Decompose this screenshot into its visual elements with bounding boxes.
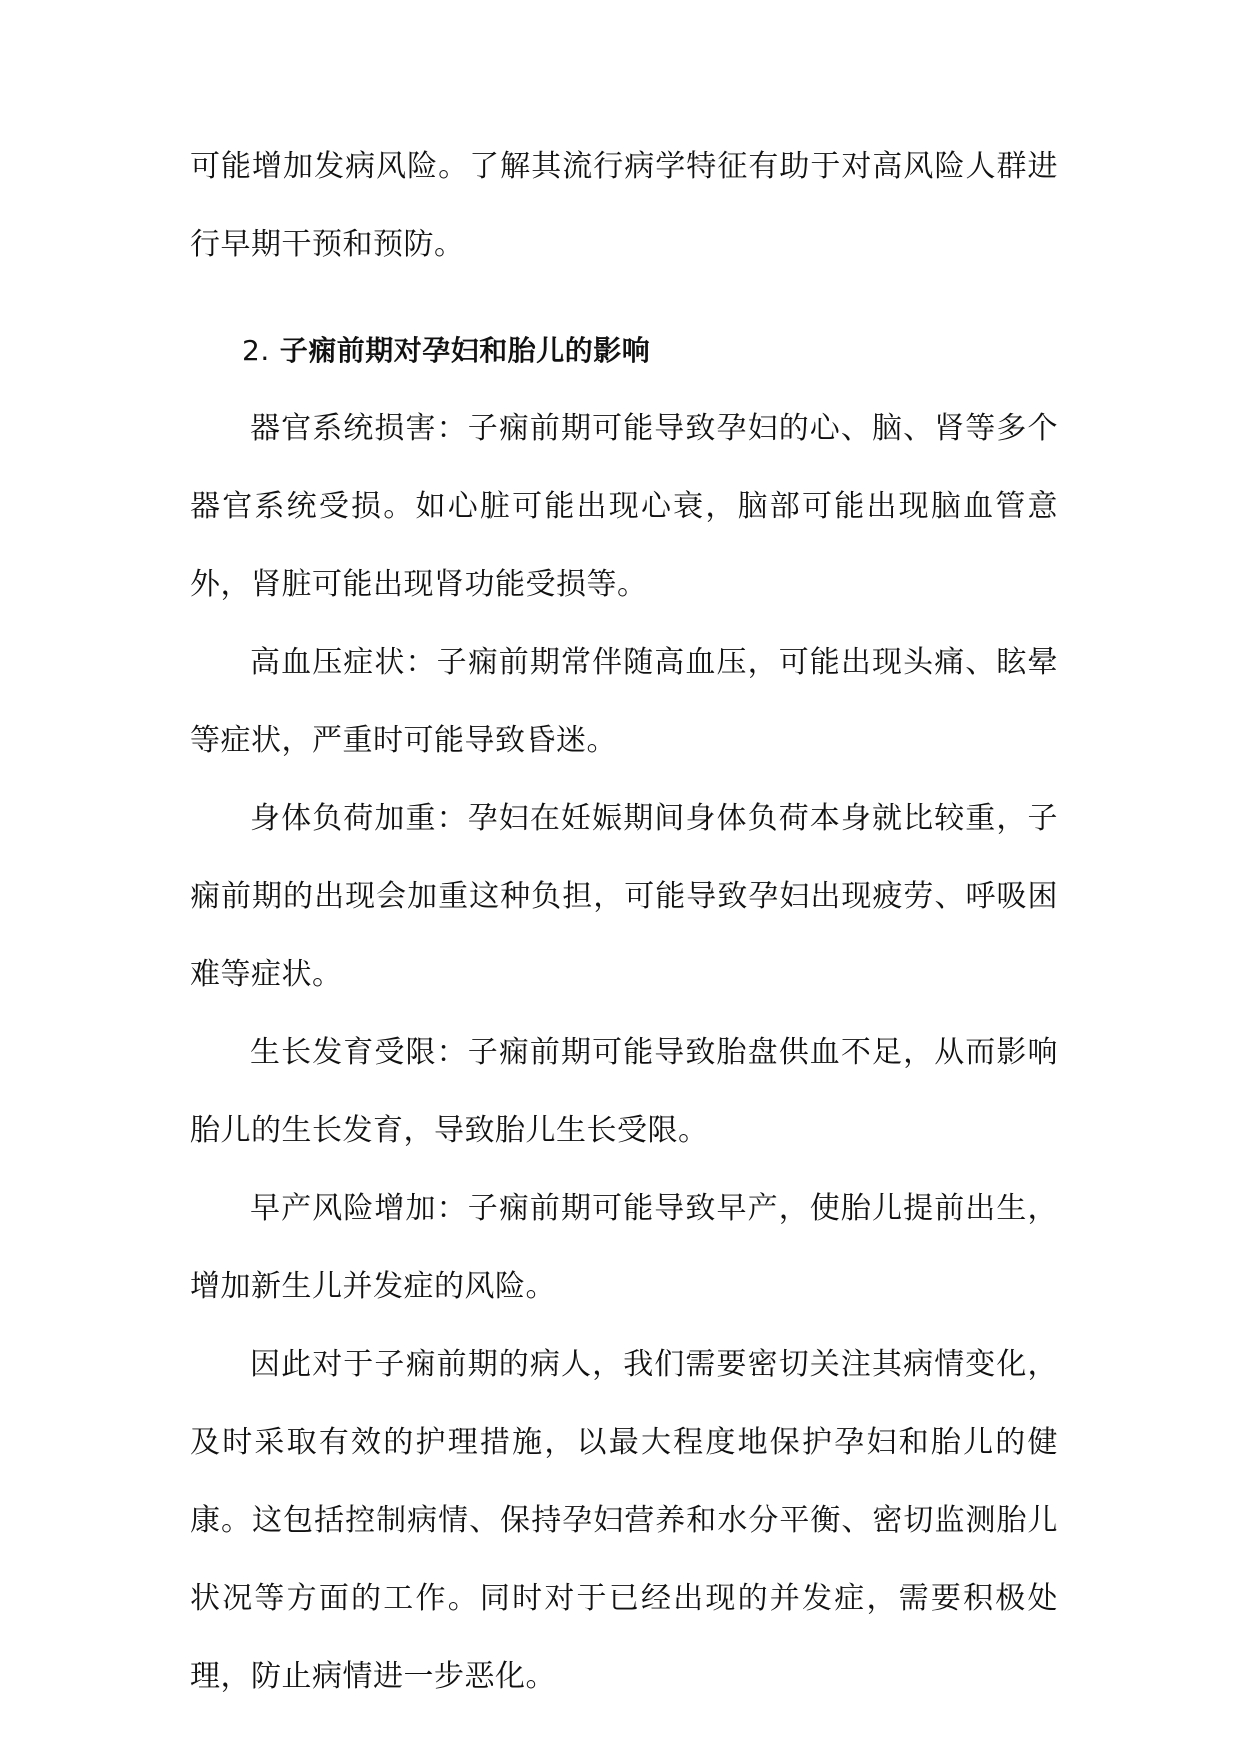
paragraph-organ-damage: 器官系统损害：子痫前期可能导致孕妇的心、脑、肾等多个器官系统受损。如心脏可能出现心衰，脑部可能出现脑血管意外，肾脏可能出现肾功能受损等。 <box>190 411 1058 602</box>
section-title: 子痫前期对孕妇和胎儿的影响 <box>279 334 651 367</box>
paragraph-body-burden: 身体负荷加重：孕妇在妊娠期间身体负荷本身就比较重，子痫前期的出现会加重这种负担，可能导致孕妇出现疲劳、呼吸困难等症状。 <box>190 801 1058 992</box>
document-page <box>190 128 1058 1716</box>
paragraph-hypertension: 高血压症状：子痫前期常伴随高血压，可能出现头痛、眩晕等症状，严重时可能导致昏迷。 <box>190 645 1058 758</box>
paragraph-conclusion: 因此对于子痫前期的病人，我们需要密切关注其病情变化，及时采取有效的护理措施，以最大程度地保护孕妇和胎儿的健康。这包括控制病情、保持孕妇营养和水分平衡、密切监测胎儿状况等方面的工作。同时对于已经出现的并发症，需要积极处理，防止病情进一步恶化。 <box>190 1347 1058 1694</box>
section-heading <box>190 312 1058 390</box>
section-number: 2. <box>242 334 270 367</box>
paragraph-growth-restriction: 生长发育受限：子痫前期可能导致胎盘供血不足，从而影响胎儿的生长发育，导致胎儿生长受限。 <box>190 1035 1058 1148</box>
intro-tail-paragraph: 可能增加发病风险。了解其流行病学特征有助于对高风险人群进行早期干预和预防。 <box>190 149 1058 262</box>
paragraph-preterm-risk: 早产风险增加：子痫前期可能导致早产，使胎儿提前出生，增加新生儿并发症的风险。 <box>190 1191 1058 1304</box>
